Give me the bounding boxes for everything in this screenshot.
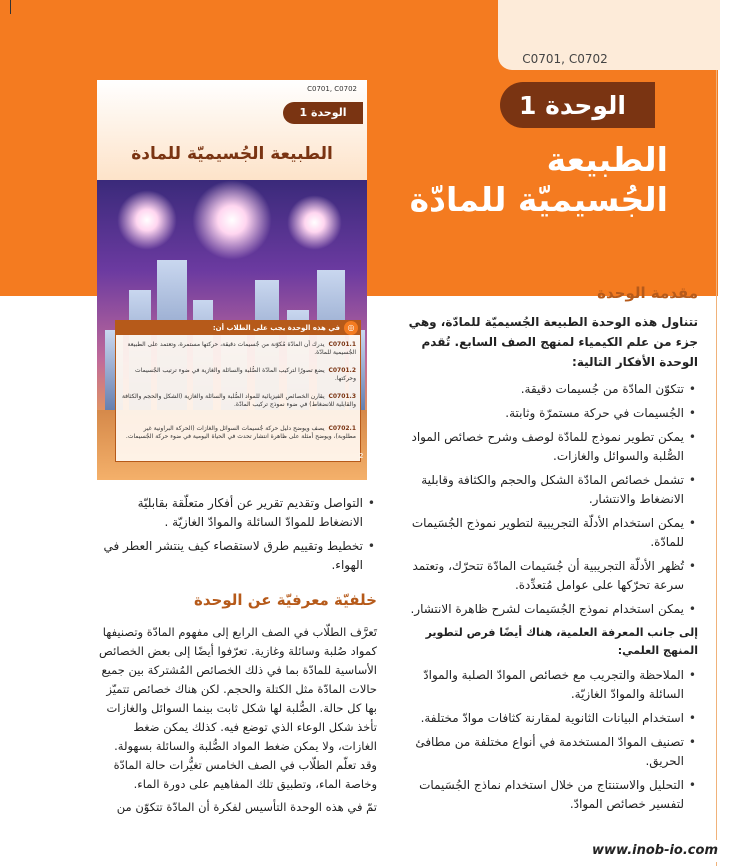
objective-text: يصف ويوضح دليل حركة جُسيمات السوائل والغازات (الحركة البراونية غير مطلوبة)، ويوضح أمثلة على ظاهرة انتشار تحدث في الحياة اليومية في ضوء حركة الجُسيمات. bbox=[125, 425, 356, 440]
background-paragraph-2: تمّ في هذه الوحدة التأسيس لفكرة أن المادّة تتكوّن من bbox=[116, 800, 377, 814]
cover-header bbox=[97, 80, 367, 180]
cover-title: الطبيعة الجُسيميّة للمادة bbox=[131, 144, 333, 164]
objective-code: C0701.3 bbox=[328, 393, 356, 400]
list-item: • تتكوّن المادّة من جُسيمات دقيقة. bbox=[398, 380, 684, 399]
objective-text: يدرك أن المادّة مُكوّنة من جُسيمات دقيقة، حركتها مستمرة، وتعتمد على الطبيعة الجُسيمية للمادّة. bbox=[127, 341, 356, 356]
firework bbox=[192, 180, 272, 260]
list-item: • الملاحظة والتجريب مع خصائص الموادّ الصلبة والموادّ السائلة والموادّ الغازيّة. bbox=[398, 666, 684, 704]
objective-code: C0701.1 bbox=[328, 341, 356, 348]
opportunities-heading: إلى جانب المعرفة العلمية، هناك أيضًا فرص لتطوير المنهج العلمي: bbox=[425, 626, 698, 657]
list-item: • التحليل والاستنتاج من خلال استخدام نماذج الجُسَيمات لتفسير خصائص الموادّ. bbox=[398, 776, 684, 814]
skills-list bbox=[97, 494, 377, 575]
list-item: • تخطيط وتقييم طرق لاستقصاء كيف ينتشر العطر في الهواء. bbox=[97, 537, 363, 575]
intro-heading: مقدمة الوحدة bbox=[597, 284, 698, 302]
list-item: • يمكن استخدام الأدلّة التجريبية لتطوير نموذج الجُسَيمات للمادّة. bbox=[398, 514, 684, 552]
list-item: • تُظهر الأدلّة التجريبية أن جُسَيمات المادّة تتحرّك، وتعتمد سرعة تحرّكها على عوامل مُتعدِّدة. bbox=[398, 557, 684, 595]
objective-code: C0702.1 bbox=[328, 425, 356, 432]
list-item: • التواصل وتقديم تقرير عن أفكار متعلّقة بقابليّة الانضغاط للموادّ السائلة والموادّ الغازيّة . bbox=[97, 494, 363, 532]
firework bbox=[117, 190, 177, 250]
page-margin bbox=[718, 0, 730, 866]
ideas-list bbox=[398, 380, 698, 619]
background-paragraph: تَعرَّف الطلّاب في الصف الرابع إلى مفهوم المادّة وتصنيفها كمواد صُلبة وسائلة وغازية. تعرّفوا أيضًا إلى بعض الخصائص الأساسية للمادّة بما في ذلك الخصائص المُشتركة بين جميع حالات المادّة مثل الكتلة والحجم. لكن هناك خصائص تتميّز بها كل حالة. الصُّلبة لها شكل ثابت بينما السوائل والغازات تأخذ شكل الوعاء الذي توضع فيه. كذلك يمكن ضغط الغازات، ولا يمكن ضغط المواد الصُّلبة والسائلة بسهولة. وقد تعلّم الطلّاب في الصف الخامس تغيُّرات حالة المادّة وخاصة الماء، وتطبيق تلك المفاهيم على دورة الماء. bbox=[99, 625, 377, 791]
cover-unit-label: الوحدة 1 bbox=[283, 102, 363, 124]
objective-row bbox=[120, 425, 356, 441]
right-column bbox=[398, 284, 698, 819]
objective-row bbox=[120, 367, 356, 383]
cover-codes: C0701, C0702 bbox=[307, 85, 357, 93]
objective-code: C0701.2 bbox=[328, 367, 356, 374]
watermark: www.inob-io.com bbox=[590, 840, 720, 862]
list-item: • تصنيف الموادّ المستخدمة في أنواع مختلفة من مطافئ الحريق. bbox=[398, 733, 684, 771]
unit-label: الوحدة 1 bbox=[519, 91, 626, 120]
margin-line bbox=[716, 0, 717, 866]
crop-mark-left bbox=[10, 0, 11, 14]
list-item: • يمكن استخدام نموذج الجُسَيمات لشرح ظاهرة الانتشار. bbox=[398, 600, 684, 619]
objective-row bbox=[120, 341, 356, 357]
firework bbox=[287, 195, 342, 250]
list-item: • استخدام البيانات الثانوية لمقارنة كثافات موادّ مختلفة. bbox=[398, 709, 684, 728]
left-column bbox=[97, 494, 377, 817]
curriculum-codes: C0701, C0702 bbox=[522, 52, 608, 66]
opportunities-list bbox=[398, 666, 698, 814]
objectives-heading: في هذه الوحدة يجب على الطلاب أن: bbox=[116, 321, 360, 335]
list-item: • يمكن تطوير نموذج للمادّة لوصف وشرح خصائص المواد الصُّلبة والسوائل والغازات. bbox=[398, 428, 684, 466]
unit-title: الطبيعة الجُسيميّة للمادّة bbox=[409, 140, 668, 219]
objective-row bbox=[120, 393, 356, 409]
intro-paragraph: تتناول هذه الوحدة الطبيعة الجُسيميّة للمادّة، وهي جزء من علم الكيمياء لمنهج الصف السابع. تُقدم الوحدة الأفكار التالية: bbox=[408, 315, 698, 369]
objective-text: يقارن الخصائص الفيزيائية للمواد الصُّلبة والسائلة والغازية (الشكل والحجم والكثافة والقابلية للانضغاط) في ضوء نموذج تركيب المادّة. bbox=[121, 393, 356, 408]
target-icon: ◎ bbox=[344, 321, 358, 335]
list-item: • الجُسيمات في حركة مستمرّة وثابتة. bbox=[398, 404, 684, 423]
objective-text: يضع تصورًا لتركيب المادّة الصُّلبة والسائلة والغازية في ضوء ترتيب الجُسيمات وحركتها. bbox=[135, 367, 356, 382]
list-item: • تشمل خصائص المادّة الشكل والحجم والكثافة وقابلية الانضغاط والانتشار. bbox=[398, 471, 684, 509]
background-heading: خلفيّة معرفيّة عن الوحدة bbox=[194, 591, 377, 609]
objectives-box bbox=[115, 320, 364, 462]
cover-page-number: 2 bbox=[359, 452, 364, 460]
book-cover bbox=[97, 80, 367, 480]
